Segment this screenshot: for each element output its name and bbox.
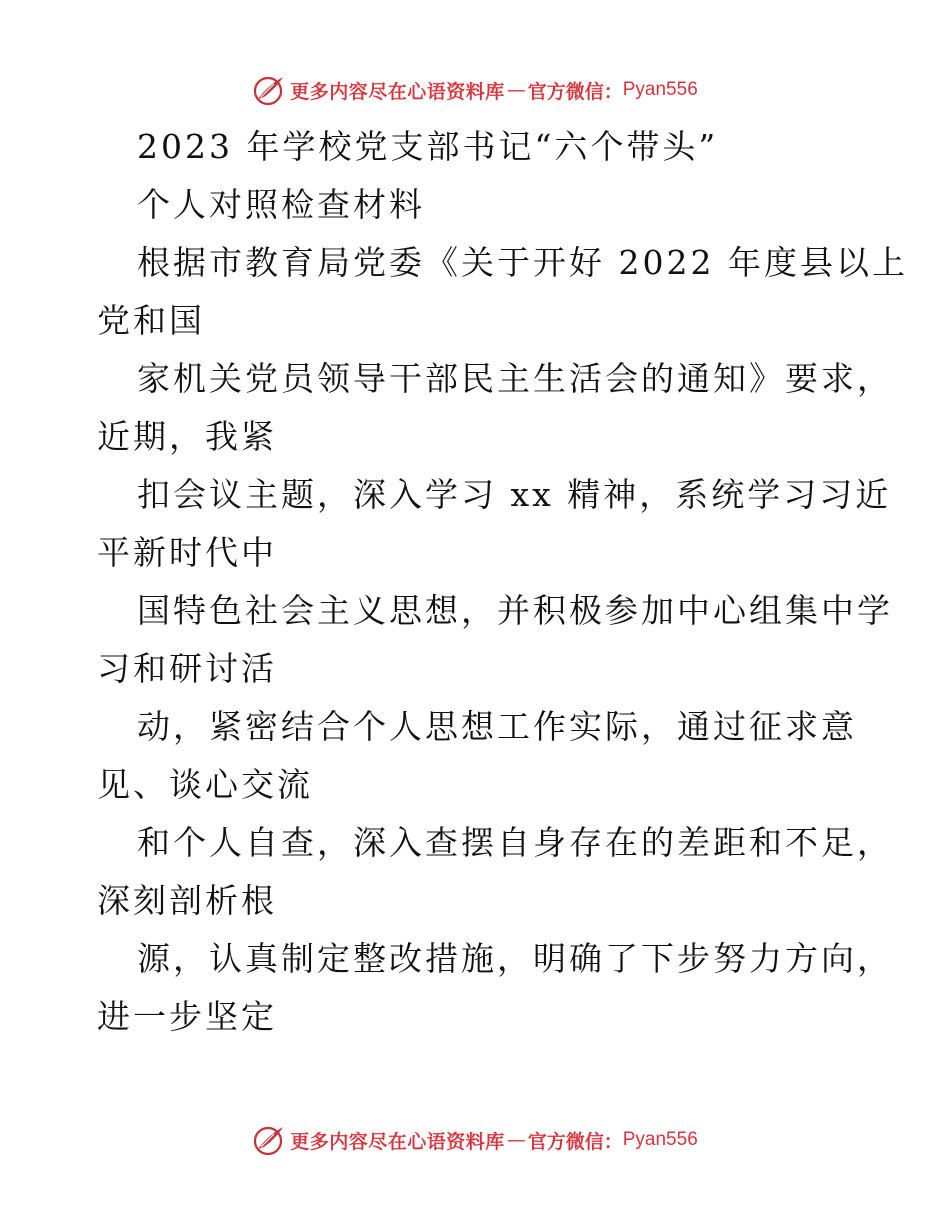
doc-paragraph-line: 深刻剖析根 — [97, 881, 277, 920]
doc-paragraph-line: 党和国 — [97, 301, 205, 340]
watermark-main-text: 更多内容尽在心语资料库 — [290, 1130, 505, 1153]
doc-paragraph-line: 国特色社会主义思想，并积极参加中心组集中学 — [137, 591, 893, 630]
doc-paragraph-line: 近期，我紧 — [97, 417, 277, 456]
watermark-wechat-label: 官方微信： — [527, 80, 623, 103]
watermark-account: Pyan556 — [622, 79, 698, 100]
watermark-wechat-label: 官方微信： — [527, 1130, 623, 1153]
doc-paragraph-line: 扣会议主题，深入学习 xx 精神，系统学习习近 — [137, 475, 892, 514]
doc-paragraph-line: 根据市教育局党委《关于开好 2022 年度县以上 — [137, 243, 908, 282]
doc-paragraph-line: 习和研讨活 — [97, 649, 277, 688]
feather-quill-logo-icon — [252, 73, 286, 107]
doc-title-line-2: 个人对照检查材料 — [137, 185, 425, 224]
doc-paragraph-line: 家机关党员领导干部民主生活会的通知》要求， — [137, 359, 893, 398]
watermark-dash: — — [506, 79, 526, 101]
document-body — [97, 118, 908, 1046]
doc-paragraph-line: 见、谈心交流 — [97, 765, 313, 804]
watermark-account: Pyan556 — [622, 1129, 698, 1150]
doc-paragraph-line: 进一步坚定 — [97, 997, 277, 1036]
feather-quill-logo-icon — [252, 1123, 286, 1157]
watermark-main-text: 更多内容尽在心语资料库 — [290, 80, 505, 103]
doc-paragraph-line: 和个人自查，深入查摆自身存在的差距和不足， — [137, 823, 893, 862]
header-watermark — [0, 72, 950, 108]
doc-title-line-1: 2023 年学校党支部书记“六个带头” — [137, 127, 719, 166]
doc-paragraph-line: 动，紧密结合个人思想工作实际，通过征求意 — [137, 707, 857, 746]
footer-watermark — [0, 1122, 950, 1158]
watermark-dash: — — [506, 1129, 526, 1151]
doc-paragraph-line: 平新时代中 — [97, 533, 277, 572]
doc-paragraph-line: 源，认真制定整改措施，明确了下步努力方向， — [137, 939, 893, 978]
